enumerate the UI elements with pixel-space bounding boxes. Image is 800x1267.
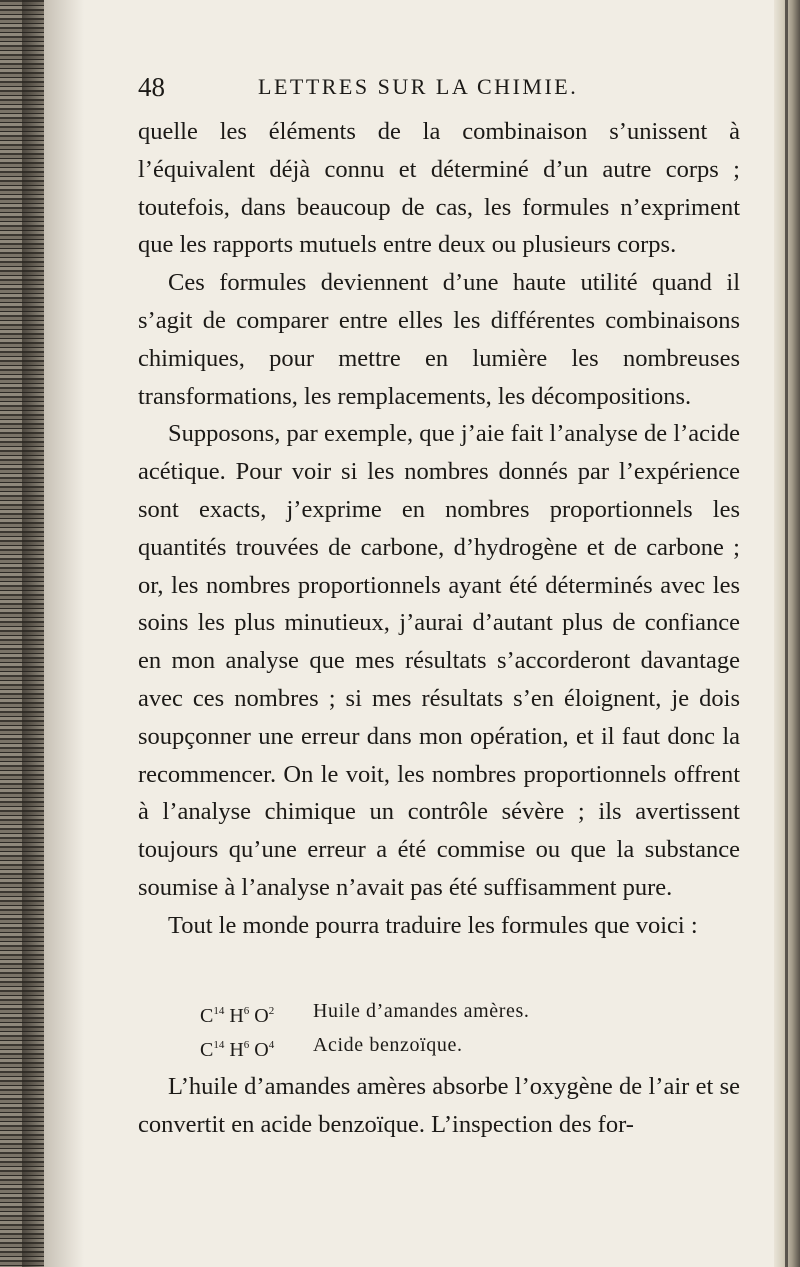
compound-name: Acide benzoïque.	[313, 1034, 463, 1056]
chemical-formula: $C^{14}$ $H^6$ $O^4$	[200, 1039, 275, 1061]
paragraph-1: quelle les éléments de la combinaison s’unissent à l’équivalent déjà connu et déterminé d’un autre corps ; toutefois, dans beaucoup de cas, les formules n’expriment que les rapports mutuels entre deux ou plusieurs corps.	[138, 118, 740, 259]
body-text	[138, 113, 740, 945]
chemical-formula: $C^{14}$ $H^6$ $O^2$	[200, 1005, 275, 1027]
page-number: 48	[138, 72, 165, 102]
page-header	[138, 72, 738, 112]
paragraph-3: Supposons, par exemple, que j’aie fait l’analyse de l’acide acétique. Pour voir si les nombres donnés par l’expérience sont exacts, j’exprime en nombres proportionnels les quantités trouvées de carbone, d’hydrogène et de carbone ; or, les nombres proportionnels ayant été déterminés avec les soins les plus minutieux, j’aurai d’autant plus de confiance en mon analyse que mes résultats s’accorderont davantage avec ces nombres ; si mes résultats s’en éloignent, je dois soupçonner une erreur dans mon opération, et il faut donc la recommencer. On le voit, les nombres proportionnels offrent à l’analyse chimique un contrôle sévère ; ils avertissent toujours qu’une erreur a été commise ou que la substance soumise à l’analyse n’avait pas été suffisamment pure.	[138, 420, 740, 901]
paragraph-2: Ces formules deviennent d’une haute utilité quand il s’agit de comparer entre elles les différentes combinaisons chimiques, pour mettre en lumière les nombreuses transformations, les remplacements, les décompositions.	[138, 269, 740, 410]
formula-list	[200, 997, 530, 1065]
formula-row-1	[200, 997, 530, 1031]
paragraph-4: Tout le monde pourra traduire les formules que voici :	[168, 911, 698, 939]
gutter-shadow	[44, 0, 84, 1267]
formula-row-2	[200, 1031, 530, 1065]
compound-name: Huile d’amandes amères.	[313, 1000, 530, 1022]
book-binding	[0, 0, 44, 1267]
paragraph-5: L’huile d’amandes amères absorbe l’oxygène de l’air et se convertit en acide benzoïque. L’inspection des for-	[138, 1073, 740, 1138]
page-edge-line	[785, 0, 788, 1267]
running-head: LETTRES SUR LA CHIMIE.	[258, 74, 579, 99]
body-text-continued	[138, 1068, 740, 1144]
